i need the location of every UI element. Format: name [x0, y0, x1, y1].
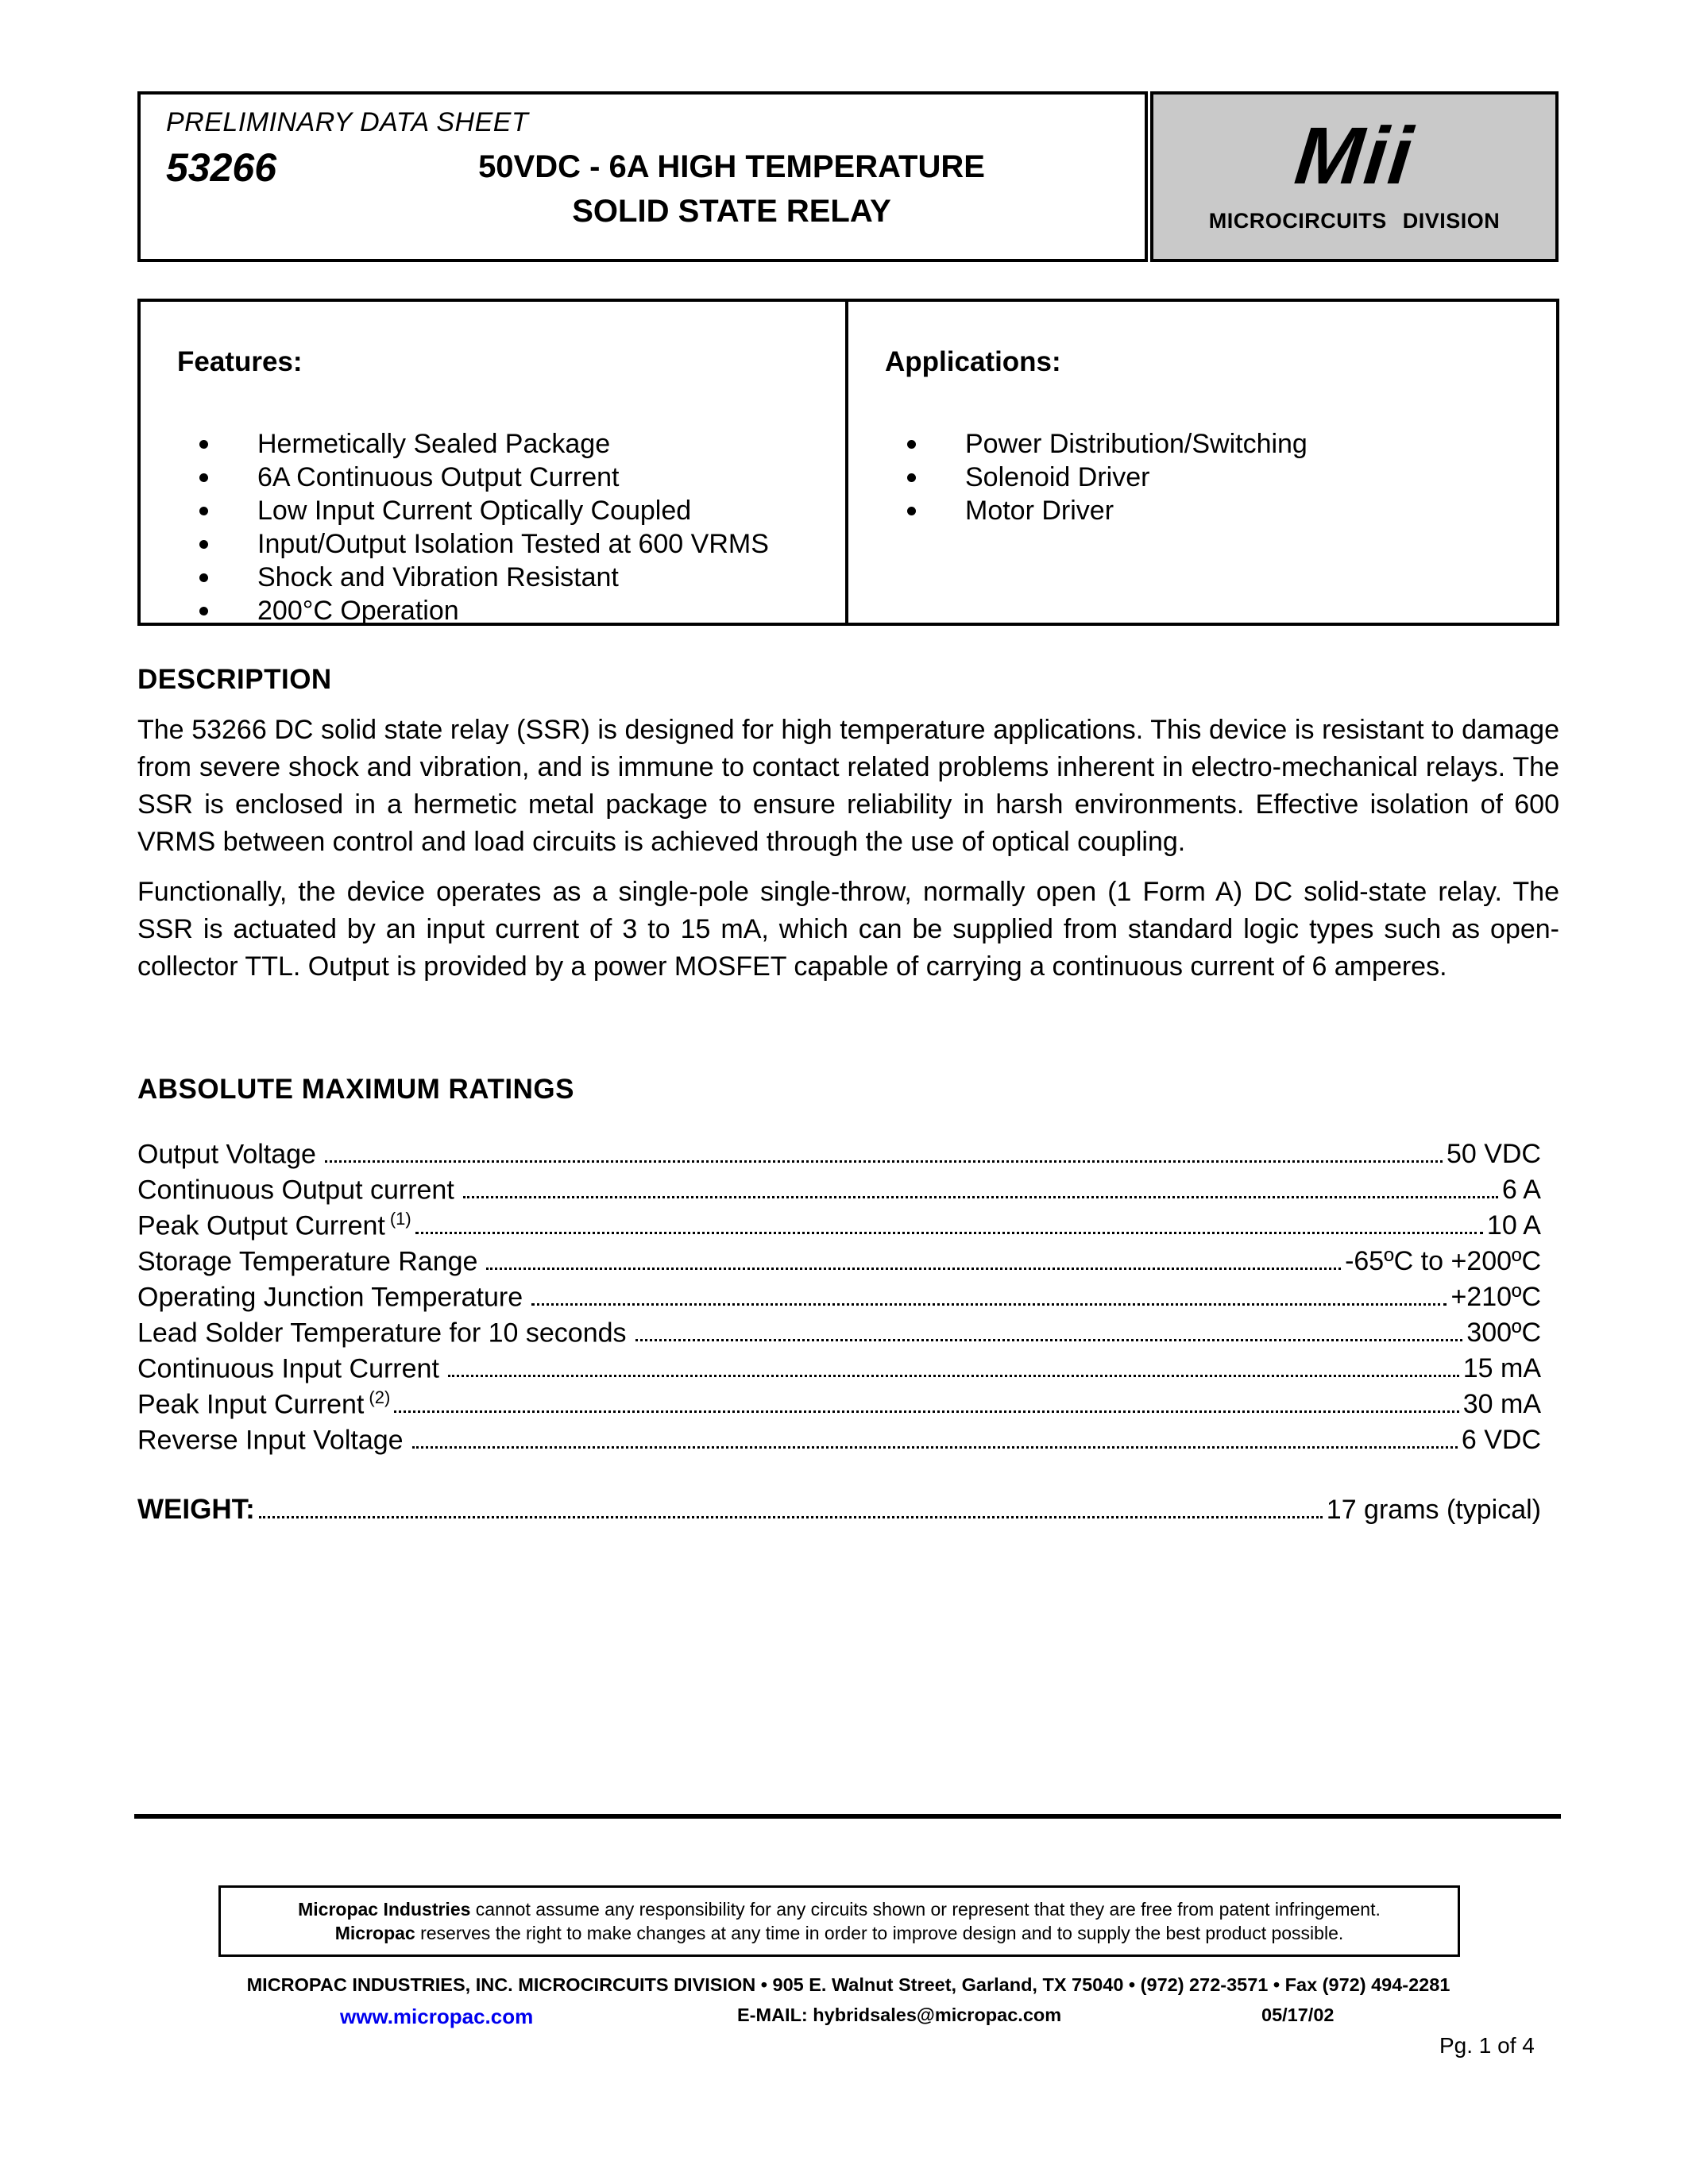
email-text: E-MAIL: hybridsales@micropac.com — [737, 2005, 1062, 2025]
list-item — [177, 561, 829, 594]
dot-leader — [259, 1516, 1323, 1518]
list-item — [177, 594, 829, 627]
feature-text: Shock and Vibration Resistant — [257, 561, 619, 592]
weight-value: 17 grams (typical) — [1326, 1495, 1541, 1525]
dot-leader — [394, 1410, 1458, 1413]
feature-text: Hermetically Sealed Package — [257, 428, 611, 459]
logo-subtitle: MICROCIRCUITS DIVISION — [1208, 209, 1501, 233]
dot-leader — [415, 1232, 1483, 1234]
description-heading: DESCRIPTION — [137, 664, 332, 695]
features-heading: Features: — [177, 346, 303, 377]
rating-value: 15 mA — [1462, 1353, 1541, 1383]
rating-label: Storage Temperature Range — [137, 1246, 478, 1276]
table-row — [137, 1277, 1541, 1313]
dot-leader — [412, 1446, 1458, 1449]
product-title — [366, 145, 1145, 233]
bullet-icon — [199, 573, 208, 582]
application-text: Power Distribution/Switching — [965, 428, 1308, 459]
disclaimer-company-name: Micropac — [334, 1923, 415, 1943]
table-row — [137, 1206, 1541, 1241]
table-row — [137, 1349, 1541, 1384]
rating-value: 6 VDC — [1461, 1425, 1541, 1455]
rating-label: Continuous Input Current — [137, 1353, 439, 1383]
rating-value: +210ºC — [1450, 1282, 1541, 1312]
dot-leader — [325, 1160, 1443, 1163]
disclaimer-line-1 — [241, 1897, 1437, 1921]
list-item — [177, 427, 829, 461]
bullet-icon — [199, 607, 208, 615]
feature-text: Low Input Current Optically Coupled — [257, 495, 692, 526]
features-applications-box — [137, 299, 1559, 626]
bullet-icon — [907, 473, 916, 482]
rating-label: Peak Input Current $^{(2)}$ — [137, 1387, 391, 1419]
weight-row — [137, 1490, 1541, 1526]
rating-label: Operating Junction Temperature — [137, 1282, 523, 1312]
rating-value: 300ºC — [1466, 1318, 1541, 1348]
list-item — [177, 461, 829, 494]
footnote-ref: (2) — [369, 1387, 391, 1407]
weight-label: WEIGHT: — [137, 1494, 255, 1525]
feature-text: 6A Continuous Output Current — [257, 461, 620, 492]
bullet-icon — [907, 507, 916, 515]
footer-divider-rule — [134, 1814, 1561, 1819]
disclaimer-text: reserves the right to make changes at any time in order to improve design and to supply the best product possible. — [415, 1923, 1344, 1943]
rating-label: Peak Output Current $^{(1)}$ — [137, 1208, 411, 1241]
disclaimer-box — [218, 1885, 1460, 1957]
applications-column — [848, 302, 1556, 623]
header-title-box — [137, 91, 1148, 262]
list-item — [885, 494, 1540, 527]
ratings-heading: ABSOLUTE MAXIMUM RATINGS — [137, 1074, 574, 1105]
rating-label: Continuous Output current — [137, 1175, 454, 1205]
footnote-ref: (1) — [389, 1208, 411, 1229]
dot-leader — [486, 1268, 1341, 1270]
table-row — [137, 1170, 1541, 1206]
dot-leader — [448, 1375, 1459, 1377]
rating-value: -65ºC to +200ºC — [1345, 1246, 1541, 1276]
applications-heading: Applications: — [885, 346, 1061, 377]
description-paragraph-2: Functionally, the device operates as a single-pole single-throw, normally open (1 Form A) DC solid-state relay. The SSR is actuated by an input current of 3 to 15 mA, which can be supplied from standard logic types such as open-collector TTL. Output is provided by a power MOSFET capable of carrying a continuous current of 6 amperes. — [137, 877, 1559, 982]
table-row — [137, 1134, 1541, 1170]
list-item — [885, 461, 1540, 494]
rating-label: Output Voltage — [137, 1139, 316, 1169]
mii-logo: Mii — [1291, 110, 1418, 201]
table-row — [137, 1241, 1541, 1277]
rating-value: 10 A — [1486, 1210, 1541, 1241]
features-column — [141, 302, 848, 626]
description-paragraph-1: The 53266 DC solid state relay (SSR) is designed for high temperature applications. This device is resistant to damage from severe shock and vibration, and is immune to contact related problems inherent in electro-mechanical relays. The SSR is enclosed in a hermetic metal package to ensure reliability in harsh environments. Effective isolation of 600 VRMS between control and load circuits is achieved through the use of optical coupling. — [137, 715, 1559, 857]
rating-value: 50 VDC — [1446, 1139, 1541, 1169]
list-item — [177, 494, 829, 527]
part-number: 53266 — [166, 145, 277, 190]
list-item — [177, 527, 829, 561]
bullet-icon — [199, 440, 208, 449]
bullet-icon — [907, 440, 916, 449]
disclaimer-text: cannot assume any responsibility for any circuits shown or represent that they are free from patent infringement. — [470, 1899, 1381, 1920]
rating-value: 30 mA — [1462, 1389, 1541, 1419]
bullet-icon — [199, 540, 208, 549]
feature-text: 200°C Operation — [257, 595, 459, 626]
feature-text: Input/Output Isolation Tested at 600 VRMS — [257, 528, 769, 559]
footer-contact-row — [0, 2005, 1688, 2036]
website-link[interactable]: www.micropac.com — [340, 2005, 534, 2028]
ratings-table — [137, 1134, 1541, 1456]
features-list — [177, 427, 829, 627]
product-title-line2: SOLID STATE RELAY — [572, 194, 891, 229]
list-item — [885, 427, 1540, 461]
disclaimer-line-2 — [241, 1921, 1437, 1945]
product-title-line1: 50VDC - 6A HIGH TEMPERATURE — [478, 149, 985, 184]
application-text: Solenoid Driver — [965, 461, 1150, 492]
dot-leader — [531, 1303, 1447, 1306]
bullet-icon — [199, 507, 208, 515]
table-row — [137, 1420, 1541, 1456]
dot-leader — [463, 1196, 1498, 1198]
disclaimer-company-name: Micropac Industries — [298, 1899, 471, 1920]
dot-leader — [635, 1339, 1463, 1341]
company-address-line: MICROPAC INDUSTRIES, INC. MICROCIRCUITS DIVISION • 905 E. Walnut Street, Garland, TX 75040 • (972) 272-3571 • Fax (972) 494-2281 — [246, 1974, 1450, 1995]
header-main — [166, 145, 1145, 233]
document-date: 05/17/02 — [1261, 2005, 1335, 2025]
application-text: Motor Driver — [965, 495, 1114, 526]
header — [137, 91, 1559, 262]
rating-label: Lead Solder Temperature for 10 seconds — [137, 1318, 627, 1348]
table-row — [137, 1384, 1541, 1420]
bullet-icon — [199, 473, 208, 482]
company-logo-box — [1150, 91, 1559, 262]
rating-label: Reverse Input Voltage — [137, 1425, 404, 1455]
preliminary-label: PRELIMINARY DATA SHEET — [166, 107, 529, 137]
applications-list — [885, 427, 1540, 527]
page-number: Pg. 1 of 4 — [1439, 2033, 1535, 2058]
rating-value: 6 A — [1501, 1175, 1541, 1205]
table-row — [137, 1313, 1541, 1349]
